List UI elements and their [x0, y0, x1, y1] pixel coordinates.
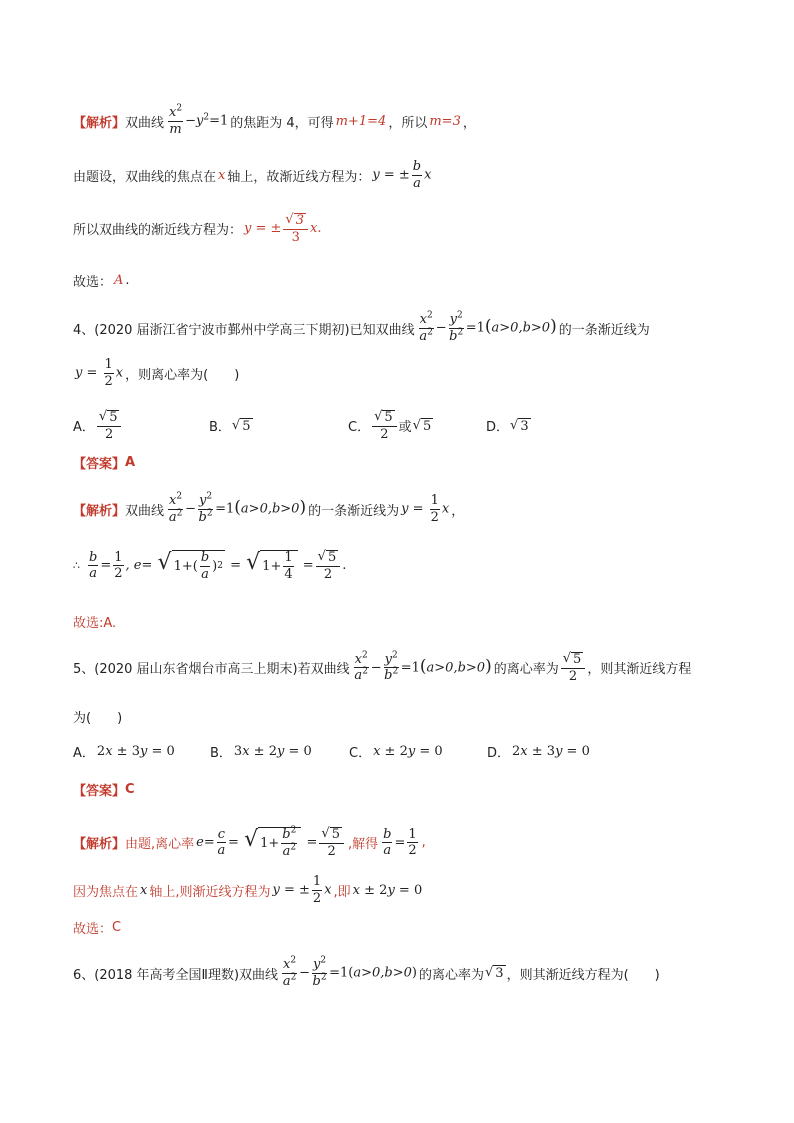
formula-asymptote: y = $\frac{1}{2}$ x: [75, 357, 124, 389]
question-text: 5、(2020 届山东省烟台市高三上期末)若双曲线: [73, 662, 350, 678]
text: 由题设，双曲线的焦点在: [73, 169, 217, 185]
answer-tag: 【答案】: [73, 784, 126, 799]
formula-hyperbola: $\frac{x^2}{a^2}$ − $\frac{y^2}{b^2}$ =1(a>0,b>0): [282, 955, 417, 989]
option-label: B．: [209, 420, 231, 436]
text: .: [125, 273, 130, 288]
text: 轴上,则渐近线方程为: [149, 884, 271, 900]
question-text: 4、(2020 届浙江省宁波市鄞州中学高三下期初)已知双曲线: [73, 322, 415, 338]
formula: m+1=4: [335, 113, 387, 129]
question-text: ，则其渐近线方程为( ): [506, 967, 660, 983]
solution-5-answer: [73, 918, 121, 937]
text: ，: [451, 503, 465, 519]
formula-asymptote: y = ± $\frac{1}{2}$ x: [272, 874, 332, 906]
formula-asymptote: y = $\frac{1}{2}$ x: [401, 493, 450, 525]
text: 的一条渐近线为: [308, 503, 400, 519]
option-d[interactable]: D． 2x ± 3y = 0: [487, 744, 590, 761]
formula-hyperbola: $\frac{x^2}{a^2}$ − $\frac{y^2}{b^2}$ =1(a>0,b>0): [354, 650, 492, 684]
text: 所以双曲线的渐近线方程为：: [73, 223, 243, 239]
question-text: ，则其渐近线方程: [587, 662, 692, 678]
solution-4-calc: [73, 550, 348, 581]
formula-eccentricity: √ 3: [485, 965, 504, 982]
solution-5-cont: [73, 875, 424, 905]
answer-letter: C: [112, 920, 122, 935]
formula: m=3: [429, 113, 461, 129]
answer-value: C: [125, 782, 135, 797]
question-6: [73, 955, 660, 989]
text: ，所以: [388, 115, 428, 131]
solution-5: [73, 827, 426, 858]
formula-eccentricity: e= $\frac{c}{a}$ = √ 1+ $\frac{b^2}{a^2}$ = √ 5 2: [196, 827, 346, 858]
option-label: A．: [73, 420, 95, 436]
answer-value: A: [125, 455, 136, 470]
text: ,即: [333, 884, 351, 900]
text: 的焦距为 4，可得: [230, 115, 334, 131]
text: 因为焦点在: [73, 884, 139, 900]
text: 由题,离心率: [125, 837, 195, 853]
answer-letter: A: [114, 273, 124, 288]
option-label: C．: [349, 746, 372, 761]
question-4-options: [73, 410, 532, 441]
formula-asymptote-result: y = ± √ 3 3 x.: [244, 212, 322, 245]
solution-4: [73, 491, 465, 525]
text: 双曲线: [125, 503, 165, 519]
formula-result: x ± 2y = 0: [352, 882, 423, 898]
formula-ratio: $\frac{b}{a}$ = $\frac{1}{2}$: [383, 826, 417, 859]
text: 故选：: [73, 922, 113, 937]
formula-eccentricity: √ 5 2: [561, 652, 586, 683]
formula-asymptote: y = ± $\frac{b}{a}$ x: [372, 159, 432, 191]
text: 或: [398, 420, 412, 436]
question-text: 的离心率为: [418, 967, 484, 983]
solution-4-answer: [73, 612, 116, 631]
option-b[interactable]: B． 3x ± 2y = 0: [210, 744, 312, 761]
option-label: A．: [73, 746, 95, 761]
question-4-cont: [73, 358, 239, 388]
solution-line-1: [73, 103, 476, 137]
formula-hyperbola: $\frac{x^2}{a^2}$ − $\frac{y^2}{b^2}$ =1(a>0,b>0): [168, 491, 307, 525]
question-text: 6、(2018 年高考全国Ⅱ理数)双曲线: [73, 967, 279, 983]
therefore-symbol: ∴: [73, 559, 80, 573]
solution-tag: 【解析】: [73, 115, 126, 131]
text: 故选:A.: [73, 616, 117, 631]
question-text: 为( ): [73, 711, 123, 726]
question-5-cont: [73, 707, 122, 726]
question-text: ，则离心率为( ): [125, 367, 240, 383]
answer-line: [73, 271, 130, 290]
option-c[interactable]: C． √ 5 2 或 √ 5: [348, 409, 432, 442]
solution-tag: 【解析】: [73, 837, 126, 853]
text: ,: [421, 835, 426, 851]
option-c[interactable]: C． x ± 2y = 0: [349, 744, 443, 761]
option-d[interactable]: D． √ 3: [486, 417, 529, 436]
option-b[interactable]: B． √ 5: [209, 417, 251, 436]
question-5-options: [73, 742, 592, 761]
text: ，: [462, 115, 476, 131]
var-x: x: [140, 882, 148, 898]
answer-tag: 【答案】: [73, 457, 126, 472]
text: 故选：: [73, 275, 113, 290]
answer-5: [73, 780, 135, 799]
question-5: [73, 652, 691, 683]
solution-line-3: [73, 213, 323, 244]
option-a[interactable]: A． √ 5 2: [73, 410, 209, 441]
text: 双曲线: [125, 115, 165, 131]
text: 轴上，故渐近线方程为：: [227, 169, 371, 185]
formula-eccentricity: $\frac{b}{a}$ = $\frac{1}{2}$ , e= √ 1+( $\frac{b}{a}$ ) 2 = √ 1+ $\frac{1}{4}$ = √ 5 2 .: [89, 549, 347, 582]
solution-tag: 【解析】: [73, 503, 126, 519]
option-label: D．: [486, 420, 510, 436]
formula-hyperbola-m: $\frac{x^2}{m}$ $-y^2=1$: [169, 103, 229, 137]
question-text: 的一条渐近线为: [558, 322, 650, 338]
option-label: D．: [487, 746, 511, 761]
formula-hyperbola: $\frac{x^2}{a^2}$ − $\frac{y^2}{b^2}$ =1(a>0,b>0): [419, 310, 557, 344]
question-text: 的离心率为: [493, 662, 559, 678]
option-label: B．: [210, 746, 232, 761]
text: ,解得: [347, 837, 379, 853]
option-label: C．: [348, 420, 371, 436]
var-x: x: [218, 167, 226, 183]
answer-4: [73, 453, 135, 472]
solution-line-2: [73, 160, 433, 190]
option-a[interactable]: A． 2x ± 3y = 0: [73, 744, 175, 761]
question-4: [73, 310, 650, 344]
